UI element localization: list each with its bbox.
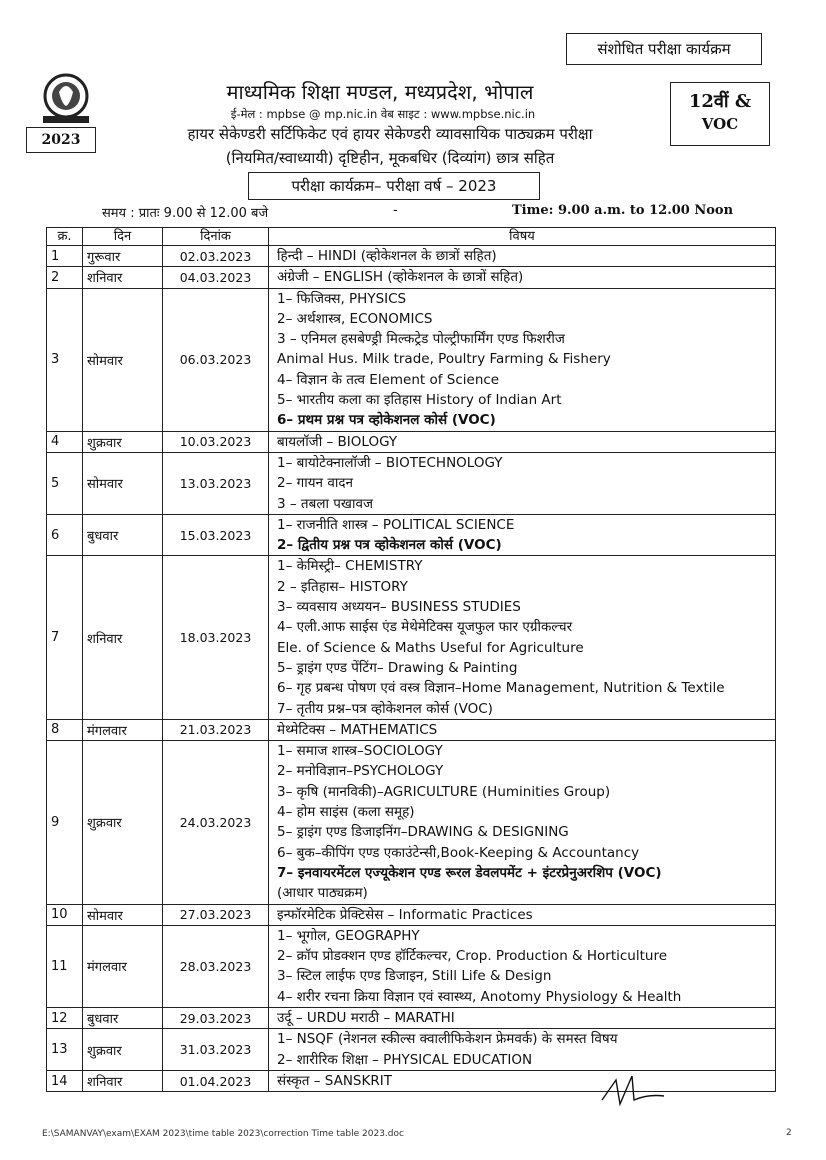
row-date: 04.03.2023 <box>163 267 269 288</box>
row-sno: 3 <box>47 288 83 431</box>
row-day: बुधवार <box>83 514 163 556</box>
subject-line: 5– ड्राइंग एण्ड पेंटिंग– Drawing & Painting <box>277 659 518 676</box>
row-date: 10.03.2023 <box>163 431 269 452</box>
time-separator: - <box>393 203 398 218</box>
row-day: शुक्रवार <box>83 741 163 904</box>
row-day: सोमवार <box>83 904 163 925</box>
year-badge: 2023 <box>26 127 96 153</box>
board-name: माध्यमिक शिक्षा मण्डल, मध्यप्रदेश, भोपाल <box>226 80 534 104</box>
subject-line: 3 – एनिमल हसबेण्ड्री मिल्कट्रेड पोल्ट्रीफार्मिंग एण्ड फिशरीज <box>277 331 565 348</box>
row-sno: 5 <box>47 452 83 514</box>
row-date: 02.03.2023 <box>163 246 269 267</box>
table-row <box>47 288 776 431</box>
subject-line: 6– गृह प्रबन्ध पोषण एवं वस्त्र विज्ञान–Home Management, Nutrition & Textile <box>277 680 725 697</box>
subject-line: 1– NSQF (नेशनल स्कील्स क्वालीफिकेशन फ्रेमवर्क) के समस्त विषय <box>277 1031 618 1048</box>
voc-label: VOC <box>701 115 739 133</box>
subject-line: 1– राजनीति शास्त्र – POLITICAL SCIENCE <box>277 516 515 533</box>
row-date: 01.04.2023 <box>163 1070 269 1091</box>
row-subjects <box>269 267 776 288</box>
row-day: शनिवार <box>83 1070 163 1091</box>
class-badge <box>670 82 770 146</box>
row-subjects <box>269 288 776 431</box>
subject-line: 3– व्यवसाय अध्ययन– BUSINESS STUDIES <box>277 599 521 616</box>
subject-line: इन्फॉरमेटिक प्रेक्टिसेस – Informatic Practices <box>277 906 533 923</box>
row-sno: 13 <box>47 1029 83 1071</box>
subject-line: बायलॉजी – BIOLOGY <box>277 433 398 450</box>
subject-line: 3– कृषि (मानविकी)–AGRICULTURE (Huminities Group) <box>277 783 611 800</box>
revised-programme-label: संशोधित परीक्षा कार्यक्रम <box>566 33 762 65</box>
row-date: 24.03.2023 <box>163 741 269 904</box>
row-sno: 12 <box>47 1007 83 1028</box>
table-row <box>47 904 776 925</box>
subject-line: 2– द्वितीय प्रश्न पत्र व्होकेशनल कोर्स (VOC) <box>277 537 502 554</box>
subject-line: संस्कृत – SANSKRIT <box>277 1072 392 1089</box>
row-date: 27.03.2023 <box>163 904 269 925</box>
table-row <box>47 1029 776 1071</box>
row-day: शुक्रवार <box>83 431 163 452</box>
subject-line: 2– गायन वादन <box>277 475 354 492</box>
row-sno: 9 <box>47 741 83 904</box>
row-subjects <box>269 556 776 719</box>
subject-line: 1– केमिस्ट्री– CHEMISTRY <box>277 558 423 575</box>
row-subjects <box>269 1070 776 1091</box>
table-row <box>47 267 776 288</box>
subject-line: 2– क्रॉप प्रोडक्शन एण्ड हॉर्टिकल्चर, Crop. Production & Horticulture <box>277 948 668 965</box>
row-day: शनिवार <box>83 556 163 719</box>
subject-line: (आधार पाठ्यक्रम) <box>277 885 368 902</box>
row-date: 21.03.2023 <box>163 719 269 740</box>
subject-line: 3 – तबला पखावज <box>277 495 373 512</box>
subject-line: 2 – इतिहास– HISTORY <box>277 578 408 595</box>
row-subjects <box>269 431 776 452</box>
row-date: 31.03.2023 <box>163 1029 269 1071</box>
row-sno: 6 <box>47 514 83 556</box>
table-row <box>47 431 776 452</box>
row-subjects <box>269 1007 776 1028</box>
class-label: 12वीं & <box>688 91 752 112</box>
table-row <box>47 452 776 514</box>
header-sno: क्र. <box>47 228 83 246</box>
row-sno: 11 <box>47 925 83 1007</box>
subject-line: 5– ड्राइंग एण्ड डिजाइनिंग–DRAWING & DESIGNING <box>277 824 569 841</box>
row-sno: 4 <box>47 431 83 452</box>
row-day: सोमवार <box>83 288 163 431</box>
file-path: E:\SAMANVAY\exam\EXAM 2023\time table 2023\correction Time table 2023.doc <box>42 1129 404 1139</box>
table-row <box>47 719 776 740</box>
table-row <box>47 556 776 719</box>
subject-line: 7– इनवायरमेंटल एज्यूकेशन एण्ड रूरल डेवलपमेंट + इंटरप्रेनुअरशिप (VOC) <box>277 864 662 881</box>
subject-line: Ele. of Science & Maths Useful for Agriculture <box>277 639 584 656</box>
row-subjects <box>269 719 776 740</box>
row-subjects <box>269 246 776 267</box>
row-subjects <box>269 1029 776 1071</box>
row-date: 06.03.2023 <box>163 288 269 431</box>
header-date: दिनांक <box>163 228 269 246</box>
row-subjects <box>269 925 776 1007</box>
subject-line: हिन्दी – HINDI (व्होकेशनल के छात्रों सहित) <box>277 248 497 264</box>
row-date: 13.03.2023 <box>163 452 269 514</box>
row-day: मंगलवार <box>83 719 163 740</box>
programme-title: परीक्षा कार्यक्रम– परीक्षा वर्ष – 2023 <box>248 172 540 200</box>
row-subjects <box>269 452 776 514</box>
row-subjects <box>269 514 776 556</box>
row-sno: 10 <box>47 904 83 925</box>
row-date: 29.03.2023 <box>163 1007 269 1028</box>
row-date: 18.03.2023 <box>163 556 269 719</box>
exam-name: हायर सेकेण्डरी सर्टिफिकेट एवं हायर सेकेण्डरी व्यावसायिक पाठ्यक्रम परीक्षा <box>187 125 593 143</box>
subject-line: अंग्रेजी – ENGLISH (व्होकेशनल के छात्रों सहित) <box>277 269 524 286</box>
subject-line: 6– बुक–कीपिंग एण्ड एकाउंटेन्सी,Book-Keeping & Accountancy <box>277 844 640 861</box>
subject-line: 2– अर्थशास्त्र, ECONOMICS <box>277 310 433 327</box>
row-subjects <box>269 904 776 925</box>
table-row <box>47 246 776 267</box>
row-sno: 14 <box>47 1070 83 1091</box>
row-day: बुधवार <box>83 1007 163 1028</box>
signature-mark <box>598 1070 668 1110</box>
subject-line: 4– होम साइंस (कला समूह) <box>277 804 415 821</box>
board-emblem-icon <box>37 72 95 124</box>
subject-line: 4– शरीर रचना क्रिया विज्ञान एवं स्वास्थ्य, Anotomy Physiology & Health <box>277 988 682 1005</box>
subject-line: 3– स्टिल लाईफ एण्ड डिजाइन, Still Life & Design <box>277 968 552 985</box>
row-day: गुरूवार <box>83 246 163 267</box>
subject-line: 1– भूगोल, GEOGRAPHY <box>277 927 420 944</box>
time-english: Time: 9.00 a.m. to 12.00 Noon <box>512 203 734 218</box>
subject-line: 1– फिजिक्स, PHYSICS <box>277 290 407 307</box>
subject-line: 1– समाज शास्त्र–SOCIOLOGY <box>277 743 443 760</box>
subject-line: 1– बायोटेक्नालॉजी – BIOTECHNOLOGY <box>277 454 503 471</box>
row-subjects <box>269 741 776 904</box>
row-sno: 1 <box>47 246 83 267</box>
table-row <box>47 741 776 904</box>
subject-line: 4– एली.आफ साईस एंड मेथेमेटिक्स यूजफुल फार एग्रीकल्चर <box>277 619 573 636</box>
table-header-row <box>47 228 776 246</box>
candidate-category: (नियमित/स्वाध्यायी) दृष्टिहीन, मूकबधिर (दिव्यांग) छात्र सहित <box>225 149 555 167</box>
subject-line: 5– भारतीय कला का इतिहास History of Indian Art <box>277 392 562 409</box>
table-row <box>47 514 776 556</box>
table-row <box>47 1007 776 1028</box>
subject-line: उर्दू – URDU मराठी – MARATHI <box>277 1009 455 1026</box>
row-day: शनिवार <box>83 267 163 288</box>
subject-line: Animal Hus. Milk trade, Poultry Farming & Fishery <box>277 351 611 368</box>
row-sno: 7 <box>47 556 83 719</box>
subject-line: 2– मनोविज्ञान–PSYCHOLOGY <box>277 763 444 780</box>
row-day: मंगलवार <box>83 925 163 1007</box>
contact-info: ई-मेल : mpbse @ mp.nic.in वेब साइट : www.mpbse.nic.in <box>230 107 536 121</box>
row-sno: 2 <box>47 267 83 288</box>
row-day: सोमवार <box>83 452 163 514</box>
subject-line: 7– तृतीय प्रश्न–पत्र व्होकेशनल कोर्स (VOC) <box>277 700 493 717</box>
subject-line: 2– शारीरिक शिक्षा – PHYSICAL EDUCATION <box>277 1051 533 1068</box>
subject-line: मेथ्मेटिक्स – MATHEMATICS <box>277 721 438 738</box>
header-subject: विषय <box>269 228 776 246</box>
table-row <box>47 925 776 1007</box>
exam-schedule-table <box>46 227 776 1092</box>
subject-line: 4– विज्ञान के तत्व Element of Science <box>277 371 500 388</box>
row-day: शुक्रवार <box>83 1029 163 1071</box>
row-date: 15.03.2023 <box>163 514 269 556</box>
page-number: 2 <box>786 1128 792 1138</box>
header-day: दिन <box>83 228 163 246</box>
row-sno: 8 <box>47 719 83 740</box>
row-date: 28.03.2023 <box>163 925 269 1007</box>
time-hindi: समय : प्रातः 9.00 से 12.00 बजे <box>102 206 269 221</box>
subject-line: 6– प्रथम प्रश्न पत्र व्होकेशनल कोर्स (VOC) <box>277 412 496 429</box>
